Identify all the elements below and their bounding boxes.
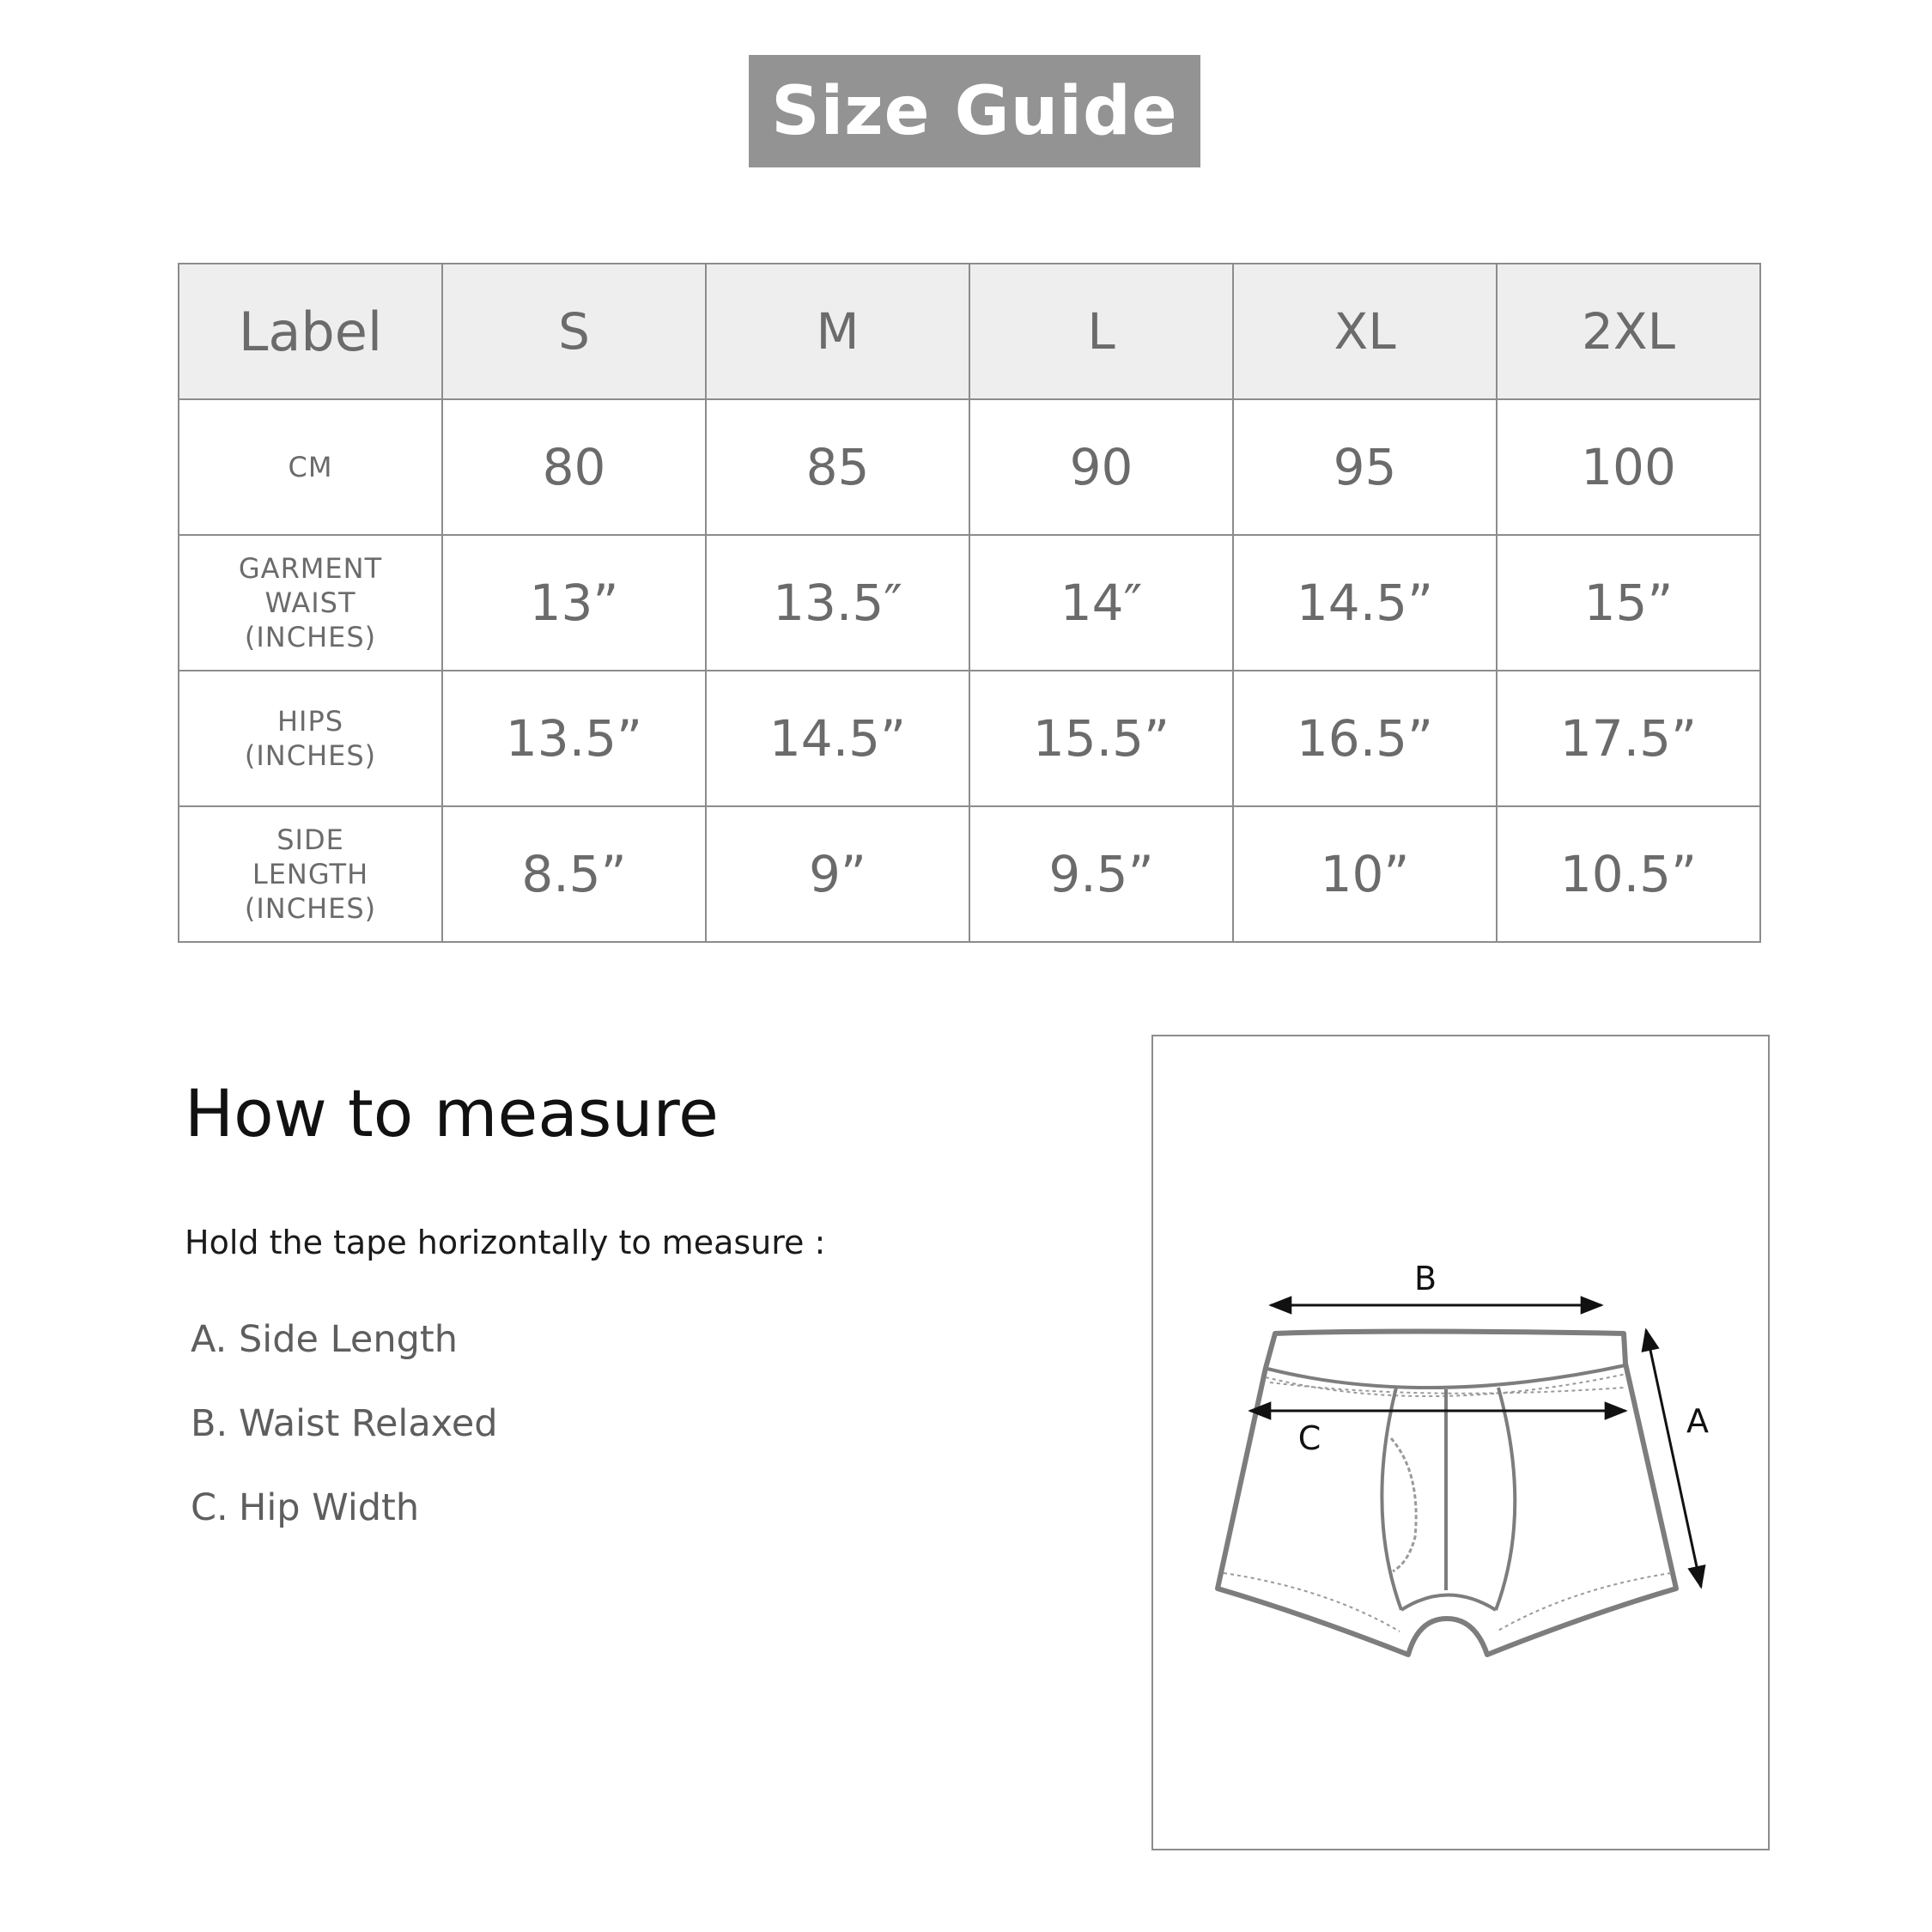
list-item (191, 1486, 498, 1571)
table-cell: 13.5″ (706, 535, 969, 671)
row-label-waist (179, 535, 442, 671)
header-size-xl: XL (1233, 264, 1497, 399)
header-size-m: M (706, 264, 969, 399)
table-row-hips (179, 671, 1760, 806)
step-letter: B. (191, 1402, 228, 1445)
table-cell: 95 (1233, 399, 1497, 535)
table-cell: 9” (706, 806, 969, 942)
row-label-line: (INCHES) (244, 621, 377, 653)
row-label-line: GARMENT (238, 552, 383, 585)
table-row-side-length (179, 806, 1760, 942)
table-cell: 10” (1233, 806, 1497, 942)
how-to-measure-heading: How to measure (185, 1075, 719, 1151)
row-label-line: (INCHES) (244, 892, 377, 925)
row-label-line: LENGTH (252, 858, 369, 890)
table-cell: 10.5” (1497, 806, 1760, 942)
measure-steps-list (191, 1318, 498, 1571)
table-cell: 13” (442, 535, 706, 671)
step-text: Waist Relaxed (239, 1402, 498, 1445)
diagram-label-c: C (1297, 1419, 1321, 1457)
table-cell: 14.5” (1233, 535, 1497, 671)
table-row-waist (179, 535, 1760, 671)
step-text: Side Length (239, 1318, 458, 1361)
list-item (191, 1318, 498, 1402)
measurement-diagram (1151, 1035, 1770, 1850)
table-cell: 100 (1497, 399, 1760, 535)
table-cell: 80 (442, 399, 706, 535)
header-label: Label (179, 264, 442, 399)
table-cell: 85 (706, 399, 969, 535)
step-letter: C. (191, 1486, 228, 1529)
how-to-measure-intro: Hold the tape horizontally to measure : (185, 1224, 826, 1261)
diagram-label-b: B (1413, 1260, 1437, 1297)
table-cell: 90 (969, 399, 1233, 535)
size-table (178, 263, 1761, 943)
table-cell: 13.5” (442, 671, 706, 806)
boxer-brief-illustration (1153, 1036, 1768, 1849)
row-label-line: HIPS (276, 705, 344, 738)
row-label-side-length (179, 806, 442, 942)
row-label-hips (179, 671, 442, 806)
size-guide-title: Size Guide (749, 55, 1200, 167)
row-label-line: (INCHES) (244, 739, 377, 772)
table-cell: 14″ (969, 535, 1233, 671)
step-letter: A. (191, 1318, 228, 1361)
table-row-cm (179, 399, 1760, 535)
table-cell: 15.5” (969, 671, 1233, 806)
table-cell: 14.5” (706, 671, 969, 806)
step-text: Hip Width (239, 1486, 420, 1529)
header-size-2xl: 2XL (1497, 264, 1760, 399)
table-cell: 15” (1497, 535, 1760, 671)
list-item (191, 1402, 498, 1486)
diagram-label-a: A (1686, 1402, 1709, 1440)
row-label-cm (179, 399, 442, 535)
table-cell: 16.5” (1233, 671, 1497, 806)
table-cell: 9.5” (969, 806, 1233, 942)
table-cell: 8.5” (442, 806, 706, 942)
header-size-l: L (969, 264, 1233, 399)
header-size-s: S (442, 264, 706, 399)
row-label-line: CM (288, 451, 333, 483)
row-label-line: SIDE (276, 823, 344, 856)
row-label-line: WAIST (264, 586, 356, 619)
table-header-row (179, 264, 1760, 399)
table-cell: 17.5” (1497, 671, 1760, 806)
